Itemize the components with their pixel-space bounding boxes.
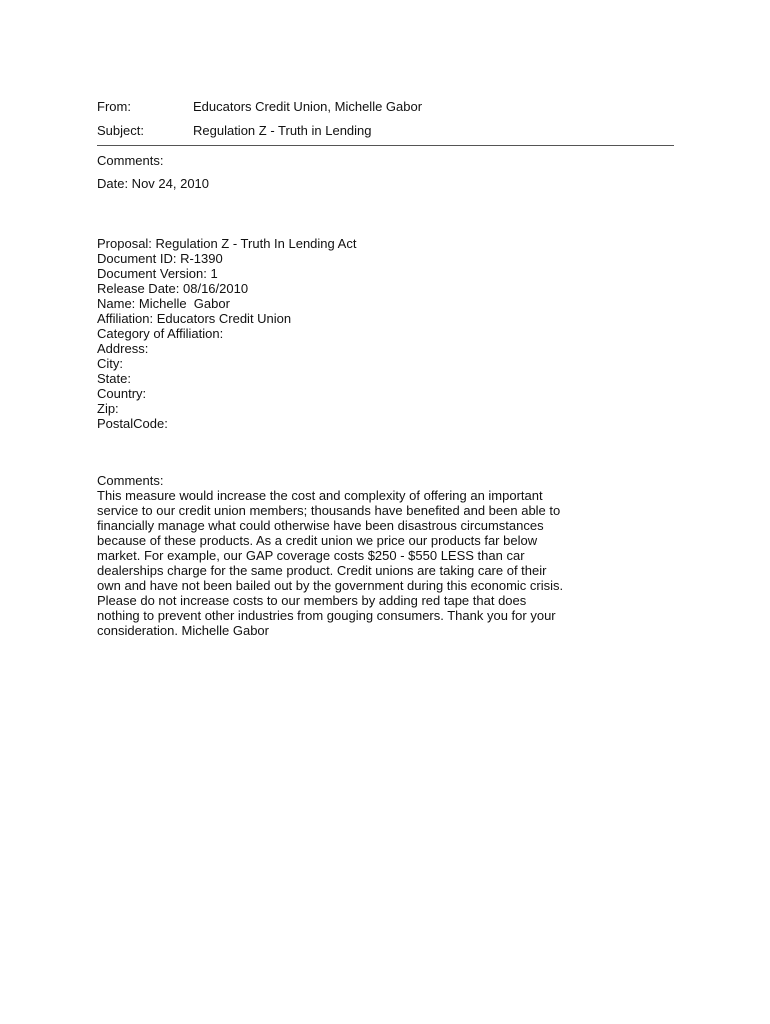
from-label: From: xyxy=(97,99,131,114)
from-value: Educators Credit Union, Michelle Gabor xyxy=(193,99,423,114)
metadata-block xyxy=(97,236,356,431)
comment-line: dealerships charge for the same product. Credit unions are taking care of their xyxy=(97,563,547,578)
comment-date: Date: Nov 24, 2010 xyxy=(97,176,210,191)
subject-label: Subject: xyxy=(97,123,144,138)
header-divider xyxy=(97,145,674,146)
meta-state: State: xyxy=(97,371,131,386)
comment-line: Please do not increase costs to our members by adding red tape that does xyxy=(97,593,527,608)
comment-line: nothing to prevent other industries from gouging consumers. Thank you for your xyxy=(97,608,556,623)
meta-city: City: xyxy=(97,356,123,371)
meta-affiliation: Affiliation: Educators Credit Union xyxy=(97,311,292,326)
subject-value: Regulation Z - Truth in Lending xyxy=(193,123,372,138)
comments-label: Comments: xyxy=(97,473,164,488)
meta-document-id: Document ID: R-1390 xyxy=(97,251,223,266)
comment-line: own and have not been bailed out by the government during this economic crisis. xyxy=(97,578,564,593)
meta-name: Name: Michelle Gabor xyxy=(97,296,230,311)
meta-proposal: Proposal: Regulation Z - Truth In Lending Act xyxy=(97,236,357,251)
comments-block xyxy=(97,473,564,638)
comment-line: market. For example, our GAP coverage costs $250 - $550 LESS than car xyxy=(97,548,525,563)
meta-release-date: Release Date: 08/16/2010 xyxy=(97,281,249,296)
meta-category: Category of Affiliation: xyxy=(97,326,224,341)
meta-postal-code: PostalCode: xyxy=(97,416,168,431)
subject-row xyxy=(97,123,372,139)
meta-country: Country: xyxy=(97,386,147,401)
comments-heading: Comments: xyxy=(97,153,164,168)
from-row xyxy=(97,99,422,115)
comment-line: service to our credit union members; thousands have benefited and been able to xyxy=(97,503,561,518)
comments-body xyxy=(97,488,564,638)
comment-line: This measure would increase the cost and complexity of offering an important xyxy=(97,488,543,503)
meta-zip: Zip: xyxy=(97,401,119,416)
meta-document-version: Document Version: 1 xyxy=(97,266,218,281)
meta-address: Address: xyxy=(97,341,149,356)
comment-line: financially manage what could otherwise have been disastrous circumstances xyxy=(97,518,544,533)
comment-line: because of these products. As a credit union we price our products far below xyxy=(97,533,538,548)
comment-line: consideration. Michelle Gabor xyxy=(97,623,269,638)
